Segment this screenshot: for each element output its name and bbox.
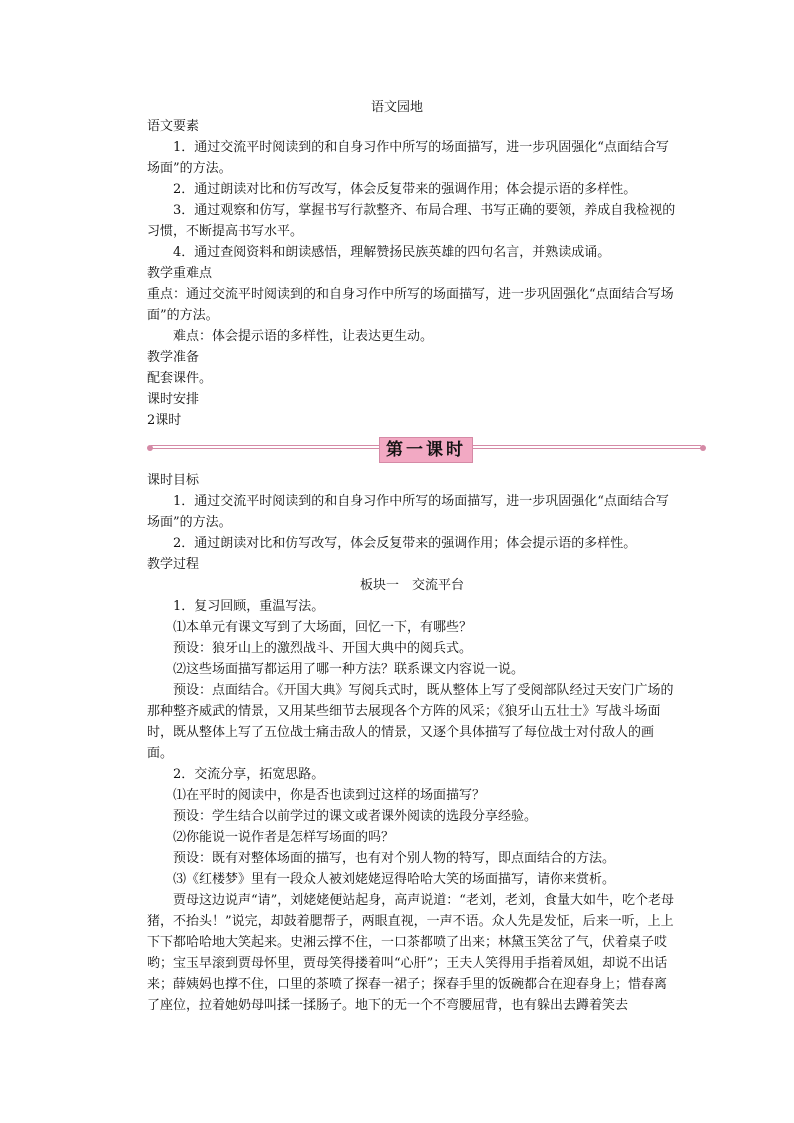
paragraph: 语文要素 [147,119,200,134]
paragraph: 课时目标 [147,473,200,488]
paragraph: 2．交流分享，拓宽思路。 [173,767,325,782]
paragraph: 3．通过观察和仿写，掌握书写行款整齐、布局合理、书写正确的要领，养成自我检视的习惯，不断提高书写水平。 [147,203,676,239]
paragraph: 4．通过查阅资料和朗读感悟，理解赞扬民族英雄的四句名言，并熟读成诵。 [173,245,611,260]
paragraph: ⑴在平时的阅读中，你是否也读到过这样的场面描写？ [173,788,486,803]
paragraph: 2．通过朗读对比和仿写改写，体会反复带来的强调作用；体会提示语的多样性。 [173,536,637,551]
lesson-banner [147,437,707,465]
paragraph: 课时安排 [147,392,200,407]
banner-right-dot [700,445,706,451]
banner-label: 第一课时 [379,437,473,463]
paragraph: 难点：体会提示语的多样性，让表达更生动。 [173,329,434,344]
paragraph: 贾母这边说声“请”，刘姥姥便站起身，高声说道：“老刘，老刘，食量大如牛，吃个老母猪，不抬头！”说完，却鼓着腮帮子，两眼直视，一声不语。众人先是发怔，后来一听，上上下下都哈哈地大笑起来。史湘云撑不住，一口茶都喷了出来；林黛玉笑岔了气，伏着桌子哎哟；宝玉早滚到贾母怀里，贾母笑得搂着叫“心肝”；王夫人笑得用手指着凤姐，却说不出话来；薛姨妈也撑不住，口里的茶喷了探春一裙子；探春手里的饭碗都合在迎春身上；惜春离了座位，拉着她奶母叫揉一揉肠子。地下的无一个不弯腰屈背，也有躲出去蹲着笑去 [147,893,674,1013]
first-lesson-section [147,470,677,1016]
paragraph: 板块一 交流平台 [359,578,464,593]
paragraph: 1．通过交流平时阅读到的和自身习作中所写的场面描写，进一步巩固强化“点面结合写场面”的方法。 [147,140,669,176]
paragraph: 2课时 [147,413,182,428]
paragraph: 2．通过朗读对比和仿写改写，体会反复带来的强调作用；体会提示语的多样性。 [173,182,637,197]
paragraph: 配套课件。 [147,371,213,386]
paragraph: 教学重难点 [147,266,213,281]
paragraph: 1．通过交流平时阅读到的和自身习作中所写的场面描写，进一步巩固强化“点面结合写场面”的方法。 [147,494,669,530]
paragraph: 教学准备 [147,350,200,365]
banner-right-rule [473,445,701,449]
paragraph: 预设：既有对整体场面的描写，也有对个别人物的特写，即点面结合的方法。 [173,851,616,866]
paragraph: 重点：通过交流平时阅读到的和自身习作中所写的场面描写，进一步巩固强化“点面结合写场面”的方法。 [147,287,674,323]
paragraph: 预设：狼牙山上的激烈战斗、开国大典中的阅兵式。 [173,641,473,656]
document-title: 语文园地 [370,100,423,115]
paragraph: 预设：点面结合。《开国大典》写阅兵式时，既从整体上写了受阅部队经过天安门广场的那种整齐威武的情景，又用某些细节去展现各个方阵的风采；《狼牙山五壮士》写战斗场面时，既从整体上写了五位战士痛击敌人的情景，又逐个具体描写了每位战士对付敌人的画面。 [147,683,674,761]
paragraph: 预设：学生结合以前学过的课文或者课外阅读的选段分享经验。 [173,809,538,824]
paragraph: 1．复习回顾，重温写法。 [173,599,325,614]
lesson-overview-section [147,116,677,431]
paragraph: 教学过程 [147,557,200,572]
paragraph: ⑵你能说一说作者是怎样写场面的吗？ [173,830,395,845]
paragraph: ⑶《红楼梦》里有一段众人被刘姥姥逗得哈哈大笑的场面描写，请你来赏析。 [173,872,616,887]
banner-left-rule [151,445,379,449]
paragraph: ⑵这些场面描写都运用了哪一种方法？联系课文内容说一说。 [173,662,525,677]
paragraph: ⑴本单元有课文写到了大场面，回忆一下，有哪些？ [173,620,473,635]
